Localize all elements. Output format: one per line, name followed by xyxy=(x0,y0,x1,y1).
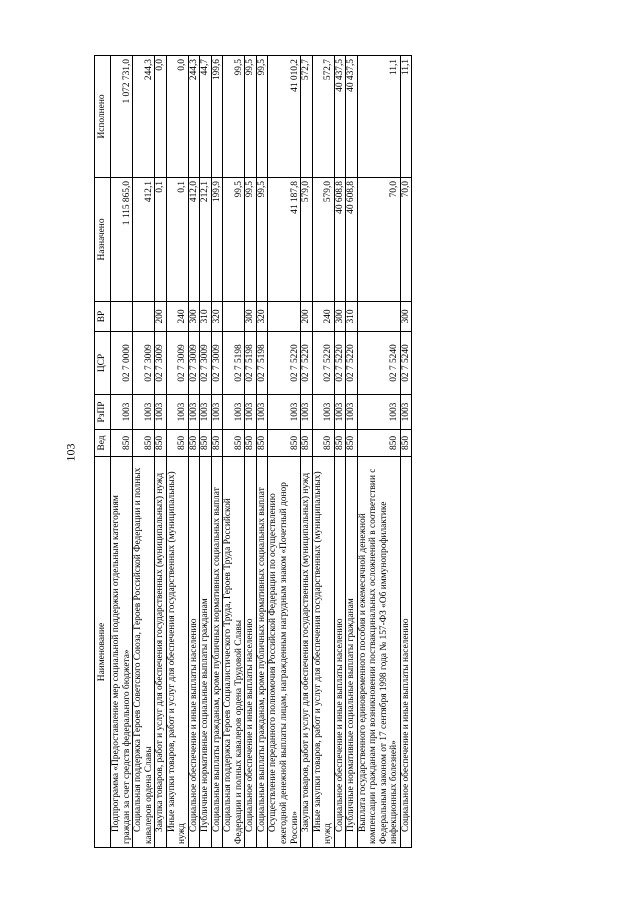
cell-rzpr: 1003 xyxy=(155,395,167,430)
cell-name xyxy=(200,457,212,848)
cell-executed: 1 072 731,0 xyxy=(111,56,133,178)
cell-vr: 300 xyxy=(245,302,257,332)
cell-rzpr: 1003 xyxy=(223,395,245,430)
row-name-text: Закупка товаров, работ и услуг для обеспечения государственных (муниципальных) нужд xyxy=(301,472,312,832)
cell-assigned: 212,1 xyxy=(200,178,212,302)
row-name-text: Закупка товаров, работ и услуг для обеспечения государственных (муниципальных) нужд xyxy=(155,472,166,832)
cell-rzpr: 1003 xyxy=(312,395,334,430)
table-row xyxy=(245,56,257,848)
cell-assigned: 41 187,8 xyxy=(268,178,301,302)
cell-csr: 02 7 3009 xyxy=(166,332,188,395)
row-name-text: Социальное обеспечение и иные выплаты населению xyxy=(334,618,345,832)
cell-csr: 02 7 3009 xyxy=(133,332,155,395)
row-name-text: Социальное обеспечение и иные выплаты населению xyxy=(188,618,199,832)
cell-csr: 02 7 5220 xyxy=(346,332,358,395)
cell-name xyxy=(357,457,400,848)
cell-assigned: 99,5 xyxy=(245,178,257,302)
cell-assigned: 1 115 865,0 xyxy=(111,178,133,302)
cell-name xyxy=(223,457,245,848)
row-name-text: Публичные нормативные социальные выплаты гражданам xyxy=(346,598,357,832)
cell-ved: 850 xyxy=(166,430,188,457)
cell-assigned: 412,0 xyxy=(188,178,200,302)
cell-executed: 199,6 xyxy=(211,56,223,178)
table-row xyxy=(268,56,301,848)
cell-vr: 310 xyxy=(200,302,212,332)
cell-vr: 320 xyxy=(256,302,268,332)
cell-name xyxy=(400,457,412,848)
cell-rzpr: 1003 xyxy=(188,395,200,430)
cell-ved: 850 xyxy=(155,430,167,457)
cell-vr: 300 xyxy=(188,302,200,332)
cell-vr xyxy=(268,302,301,332)
cell-csr: 02 7 5240 xyxy=(357,332,400,395)
cell-ved: 850 xyxy=(223,430,245,457)
cell-executed: 99,5 xyxy=(223,56,245,178)
cell-assigned: 70,0 xyxy=(357,178,400,302)
cell-vr xyxy=(111,302,133,332)
header-executed: Исполнено xyxy=(95,56,111,178)
cell-csr: 02 7 5240 xyxy=(400,332,412,395)
cell-executed: 11,1 xyxy=(357,56,400,178)
table-row xyxy=(400,56,412,848)
cell-assigned: 579,0 xyxy=(312,178,334,302)
cell-name xyxy=(155,457,167,848)
cell-vr: 310 xyxy=(346,302,358,332)
table-row xyxy=(200,56,212,848)
cell-rzpr: 1003 xyxy=(357,395,400,430)
cell-assigned: 70,0 xyxy=(400,178,412,302)
cell-csr: 02 7 5220 xyxy=(312,332,334,395)
row-name-text: Иные закупки товаров, работ и услуг для обеспечения государственных (муниципальных) нужд xyxy=(166,471,188,844)
cell-rzpr: 1003 xyxy=(301,395,313,430)
cell-executed: 40 437,5 xyxy=(346,56,358,178)
cell-assigned: 579,0 xyxy=(301,178,313,302)
table-row xyxy=(188,56,200,848)
cell-name xyxy=(166,457,188,848)
cell-rzpr: 1003 xyxy=(400,395,412,430)
cell-name xyxy=(211,457,223,848)
cell-vr: 200 xyxy=(155,302,167,332)
cell-name xyxy=(268,457,301,848)
cell-vr: 240 xyxy=(312,302,334,332)
cell-vr: 300 xyxy=(334,302,346,332)
cell-vr: 320 xyxy=(211,302,223,332)
cell-name xyxy=(256,457,268,848)
table-row xyxy=(334,56,346,848)
table-row xyxy=(346,56,358,848)
cell-rzpr: 1003 xyxy=(245,395,257,430)
cell-ved: 850 xyxy=(301,430,313,457)
cell-rzpr: 1003 xyxy=(166,395,188,430)
cell-name xyxy=(301,457,313,848)
cell-vr xyxy=(223,302,245,332)
page-number-container xyxy=(63,0,79,905)
table-row xyxy=(166,56,188,848)
cell-vr xyxy=(357,302,400,332)
cell-executed: 40 437,5 xyxy=(334,56,346,178)
cell-executed: 99,5 xyxy=(256,56,268,178)
cell-executed: 572,7 xyxy=(301,56,313,178)
cell-ved: 850 xyxy=(357,430,400,457)
header-name: Наименование xyxy=(95,457,111,848)
table-row xyxy=(211,56,223,848)
cell-vr: 300 xyxy=(400,302,412,332)
cell-ved: 850 xyxy=(133,430,155,457)
table-row xyxy=(357,56,400,848)
cell-csr: 02 7 0000 xyxy=(111,332,133,395)
table-body xyxy=(111,56,412,848)
cell-ved: 850 xyxy=(111,430,133,457)
cell-executed: 0,0 xyxy=(155,56,167,178)
cell-executed: 0,0 xyxy=(166,56,188,178)
header-vr: ВР xyxy=(95,302,111,332)
cell-ved: 850 xyxy=(188,430,200,457)
cell-ved: 850 xyxy=(211,430,223,457)
cell-rzpr: 1003 xyxy=(211,395,223,430)
cell-name xyxy=(133,457,155,848)
cell-csr: 02 7 3009 xyxy=(200,332,212,395)
cell-executed: 244,3 xyxy=(188,56,200,178)
cell-csr: 02 7 5198 xyxy=(223,332,245,395)
row-name-text: Иные закупки товаров, работ и услуг для обеспечения государственных (муниципальных) нужд xyxy=(312,471,334,844)
cell-name xyxy=(346,457,358,848)
rotated-page-content xyxy=(94,56,556,848)
cell-assigned: 40 608,8 xyxy=(346,178,358,302)
table-row xyxy=(155,56,167,848)
row-name-text: Осуществление переданного полномочия Российской Федерации по осуществлению ежегодной денежной выплаты лицам, награжденным нагрудным знаком «Почетный донор России» xyxy=(268,482,300,844)
cell-csr: 02 7 5198 xyxy=(256,332,268,395)
table-header-row xyxy=(95,56,111,848)
header-ved: Вед xyxy=(95,430,111,457)
row-name-text: Подпрограмма «Предоставление мер социальной поддержки отдельным категориям граждан за счет средств федерального бюджета» xyxy=(111,495,132,844)
cell-ved: 850 xyxy=(346,430,358,457)
cell-csr: 02 7 3009 xyxy=(188,332,200,395)
cell-vr: 200 xyxy=(301,302,313,332)
cell-csr: 02 7 3009 xyxy=(155,332,167,395)
table-row xyxy=(111,56,133,848)
cell-executed: 44,7 xyxy=(200,56,212,178)
cell-ved: 850 xyxy=(312,430,334,457)
cell-rzpr: 1003 xyxy=(334,395,346,430)
row-name-text: Социальная поддержка Героев Социалистического Труда, Героев Труда Российской Федерации и полных кавалеров ордена Трудовой Славы xyxy=(223,498,244,844)
table-row xyxy=(256,56,268,848)
cell-executed: 99,5 xyxy=(245,56,257,178)
cell-executed: 11,1 xyxy=(400,56,412,178)
cell-executed: 244,3 xyxy=(133,56,155,178)
cell-assigned: 0,1 xyxy=(166,178,188,302)
table-row xyxy=(312,56,334,848)
cell-csr: 02 7 3009 xyxy=(211,332,223,395)
row-name-text: Социальное обеспечение и иные выплаты населению xyxy=(245,618,256,832)
cell-ved: 850 xyxy=(200,430,212,457)
header-rzpr: РзПР xyxy=(95,395,111,430)
cell-name xyxy=(188,457,200,848)
row-name-text: Выплата государственного единовременного пособия и ежемесячной денежной компенсации гражданам при возникновении поствакцинальных осложнений в соответствии с Федеральным законом от 17 сентября 1998 года № 157-ФЗ «Об иммунопрофилактике инфекционных болезней» xyxy=(357,468,400,844)
cell-ved: 850 xyxy=(245,430,257,457)
cell-ved: 850 xyxy=(256,430,268,457)
cell-rzpr: 1003 xyxy=(256,395,268,430)
cell-assigned: 40 608,8 xyxy=(334,178,346,302)
header-assigned: Назначено xyxy=(95,178,111,302)
cell-assigned: 0,1 xyxy=(155,178,167,302)
header-csr: ЦСР xyxy=(95,332,111,395)
cell-name xyxy=(111,457,133,848)
row-name-text: Социальные выплаты гражданам, кроме публичных нормативных социальных выплат xyxy=(211,487,222,832)
row-name-text: Социальное обеспечение и иные выплаты населению xyxy=(400,618,411,832)
cell-vr xyxy=(133,302,155,332)
table-row xyxy=(223,56,245,848)
row-name-text: Социальные выплаты гражданам, кроме публичных нормативных социальных выплат xyxy=(256,487,267,832)
cell-csr: 02 7 5220 xyxy=(301,332,313,395)
cell-ved: 850 xyxy=(400,430,412,457)
page-number: 103 xyxy=(63,443,78,462)
cell-assigned: 99,5 xyxy=(223,178,245,302)
cell-assigned: 412,1 xyxy=(133,178,155,302)
cell-executed: 41 010,2 xyxy=(268,56,301,178)
cell-ved: 850 xyxy=(268,430,301,457)
cell-rzpr: 1003 xyxy=(111,395,133,430)
cell-rzpr: 1003 xyxy=(200,395,212,430)
cell-csr: 02 7 5220 xyxy=(334,332,346,395)
cell-executed: 572,7 xyxy=(312,56,334,178)
cell-csr: 02 7 5220 xyxy=(268,332,301,395)
cell-rzpr: 1003 xyxy=(268,395,301,430)
budget-table xyxy=(94,55,412,848)
cell-assigned: 199,9 xyxy=(211,178,223,302)
cell-assigned: 99,5 xyxy=(256,178,268,302)
cell-rzpr: 1003 xyxy=(133,395,155,430)
cell-csr: 02 7 5198 xyxy=(245,332,257,395)
cell-ved: 850 xyxy=(334,430,346,457)
cell-name xyxy=(245,457,257,848)
cell-vr: 240 xyxy=(166,302,188,332)
table-row xyxy=(301,56,313,848)
cell-name xyxy=(312,457,334,848)
cell-name xyxy=(334,457,346,848)
table-row xyxy=(133,56,155,848)
row-name-text: Социальная поддержка Героев Советского Союза, Героев Российской Федерации и полных кавалеров ордена Славы xyxy=(133,467,154,844)
row-name-text: Публичные нормативные социальные выплаты гражданам xyxy=(200,598,211,832)
cell-rzpr: 1003 xyxy=(346,395,358,430)
